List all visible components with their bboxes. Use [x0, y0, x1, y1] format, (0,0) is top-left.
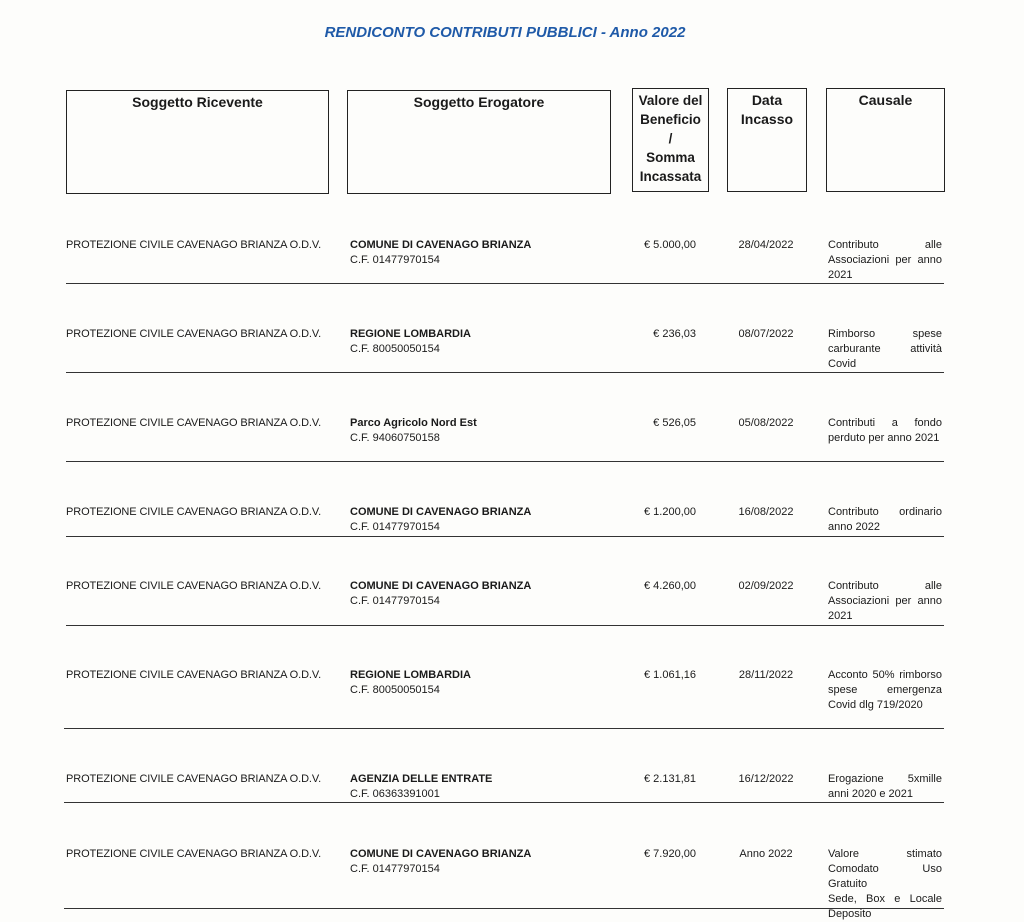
header-data-incasso	[727, 88, 807, 192]
soggetto-erogatore	[350, 416, 590, 446]
valore-beneficio: € 5.000,00	[644, 239, 696, 251]
causale-line: Acconto 50% rimborso	[828, 669, 942, 681]
data-incasso: 08/07/2022	[738, 328, 794, 340]
causale	[828, 327, 942, 372]
causale-line: Comodato Uso Gratuito	[828, 863, 942, 890]
erogatore-name: AGENZIA DELLE ENTRATE	[350, 773, 493, 785]
soggetto-ricevente: PROTEZIONE CIVILE CAVENAGO BRIANZA O.D.V.	[66, 506, 322, 518]
valore-beneficio: € 4.260,00	[644, 580, 696, 592]
causale-line: Associazioni per anno	[828, 595, 942, 607]
causale-line: Rimborso spese	[828, 328, 942, 340]
erogatore-name: COMUNE DI CAVENAGO BRIANZA	[350, 848, 532, 860]
data-incasso: 16/12/2022	[738, 773, 794, 785]
causale	[828, 505, 942, 535]
causale-line: Covid	[828, 358, 857, 370]
causale-line: Contributi a fondo	[828, 417, 942, 429]
data-incasso: 28/04/2022	[738, 239, 794, 251]
erogatore-codice-fiscale: C.F. 80050050154	[350, 343, 440, 355]
erogatore-codice-fiscale: C.F. 94060750158	[350, 432, 440, 444]
causale-line: 2021	[828, 269, 853, 281]
row-divider	[66, 461, 944, 462]
causale-line: Associazioni per anno	[828, 254, 942, 266]
causale-line: perduto per anno 2021	[828, 432, 940, 444]
row-divider	[64, 728, 944, 729]
erogatore-codice-fiscale: C.F. 01477970154	[350, 863, 440, 875]
soggetto-ricevente: PROTEZIONE CIVILE CAVENAGO BRIANZA O.D.V.	[66, 239, 322, 251]
row-divider	[66, 536, 944, 537]
header-causale	[826, 88, 945, 192]
causale-line: Valore stimato	[828, 848, 942, 860]
erogatore-name: COMUNE DI CAVENAGO BRIANZA	[350, 580, 532, 592]
causale-line: Sede, Box e Locale	[828, 893, 942, 905]
valore-beneficio: € 526,05	[653, 417, 696, 429]
erogatore-name: Parco Agricolo Nord Est	[350, 417, 477, 429]
header-label: Soggetto Erogatore	[413, 94, 545, 110]
header-label: Somma	[646, 150, 695, 165]
soggetto-ricevente: PROTEZIONE CIVILE CAVENAGO BRIANZA O.D.V.	[66, 669, 322, 681]
soggetto-erogatore	[350, 327, 590, 357]
valore-beneficio: € 236,03	[653, 328, 696, 340]
causale-line: 2021	[828, 610, 853, 622]
header-label: Incassata	[639, 169, 702, 184]
erogatore-codice-fiscale: C.F. 01477970154	[350, 595, 440, 607]
header-label: Causale	[858, 92, 913, 108]
erogatore-name: REGIONE LOMBARDIA	[350, 669, 471, 681]
causale	[828, 238, 942, 283]
erogatore-codice-fiscale: C.F. 01477970154	[350, 521, 440, 533]
row-divider	[66, 372, 944, 373]
causale-line: carburante attività	[828, 343, 942, 355]
causale-line: spese emergenza	[828, 684, 942, 696]
valore-beneficio: € 2.131,81	[644, 773, 696, 785]
soggetto-ricevente: PROTEZIONE CIVILE CAVENAGO BRIANZA O.D.V.	[66, 848, 322, 860]
soggetto-ricevente: PROTEZIONE CIVILE CAVENAGO BRIANZA O.D.V.	[66, 328, 322, 340]
header-label: /	[668, 131, 673, 146]
causale-line: Contributo alle	[828, 239, 942, 251]
erogatore-codice-fiscale: C.F. 01477970154	[350, 254, 440, 266]
causale-line: Covid dlg 719/2020	[828, 699, 923, 711]
data-incasso: Anno 2022	[739, 848, 793, 860]
header-label: Beneficio	[640, 112, 701, 127]
soggetto-erogatore	[350, 847, 590, 877]
row-divider	[66, 625, 944, 626]
causale-line: Contributo alle	[828, 580, 942, 592]
causale	[828, 847, 942, 922]
header-label: Data	[751, 92, 783, 108]
header-soggetto-erogatore	[347, 90, 611, 194]
data-incasso: 02/09/2022	[738, 580, 794, 592]
valore-beneficio: € 7.920,00	[644, 848, 696, 860]
soggetto-erogatore	[350, 772, 590, 802]
header-label: Incasso	[740, 111, 794, 127]
header-valore	[632, 88, 709, 192]
erogatore-codice-fiscale: C.F. 80050050154	[350, 684, 440, 696]
erogatore-name: COMUNE DI CAVENAGO BRIANZA	[350, 506, 532, 518]
causale-line: Erogazione 5xmille	[828, 773, 942, 785]
causale-line: anni 2020 e 2021	[828, 788, 914, 800]
soggetto-erogatore	[350, 505, 590, 535]
header-label: Soggetto Ricevente	[132, 94, 263, 110]
soggetto-ricevente: PROTEZIONE CIVILE CAVENAGO BRIANZA O.D.V.	[66, 417, 322, 429]
erogatore-name: REGIONE LOMBARDIA	[350, 328, 471, 340]
data-incasso: 16/08/2022	[738, 506, 794, 518]
valore-beneficio: € 1.200,00	[644, 506, 696, 518]
causale	[828, 668, 942, 713]
row-divider	[66, 283, 944, 284]
erogatore-codice-fiscale: C.F. 06363391001	[350, 788, 440, 800]
row-divider	[64, 802, 944, 803]
data-incasso: 28/11/2022	[738, 669, 794, 681]
causale-line: anno 2022	[828, 521, 880, 533]
page-title: RENDICONTO CONTRIBUTI PUBBLICI - Anno 2022	[324, 24, 686, 41]
soggetto-erogatore	[350, 579, 590, 609]
causale	[828, 579, 942, 624]
soggetto-erogatore	[350, 238, 590, 268]
causale-line: Contributo ordinario	[828, 506, 942, 518]
header-label: Valore del	[638, 93, 703, 108]
soggetto-erogatore	[350, 668, 590, 698]
causale	[828, 772, 942, 802]
valore-beneficio: € 1.061,16	[644, 669, 696, 681]
header-soggetto-ricevente	[66, 90, 329, 194]
data-incasso: 05/08/2022	[738, 417, 794, 429]
erogatore-name: COMUNE DI CAVENAGO BRIANZA	[350, 239, 532, 251]
causale	[828, 416, 942, 446]
causale-line: Deposito	[828, 908, 872, 920]
soggetto-ricevente: PROTEZIONE CIVILE CAVENAGO BRIANZA O.D.V.	[66, 580, 322, 592]
soggetto-ricevente: PROTEZIONE CIVILE CAVENAGO BRIANZA O.D.V.	[66, 773, 322, 785]
